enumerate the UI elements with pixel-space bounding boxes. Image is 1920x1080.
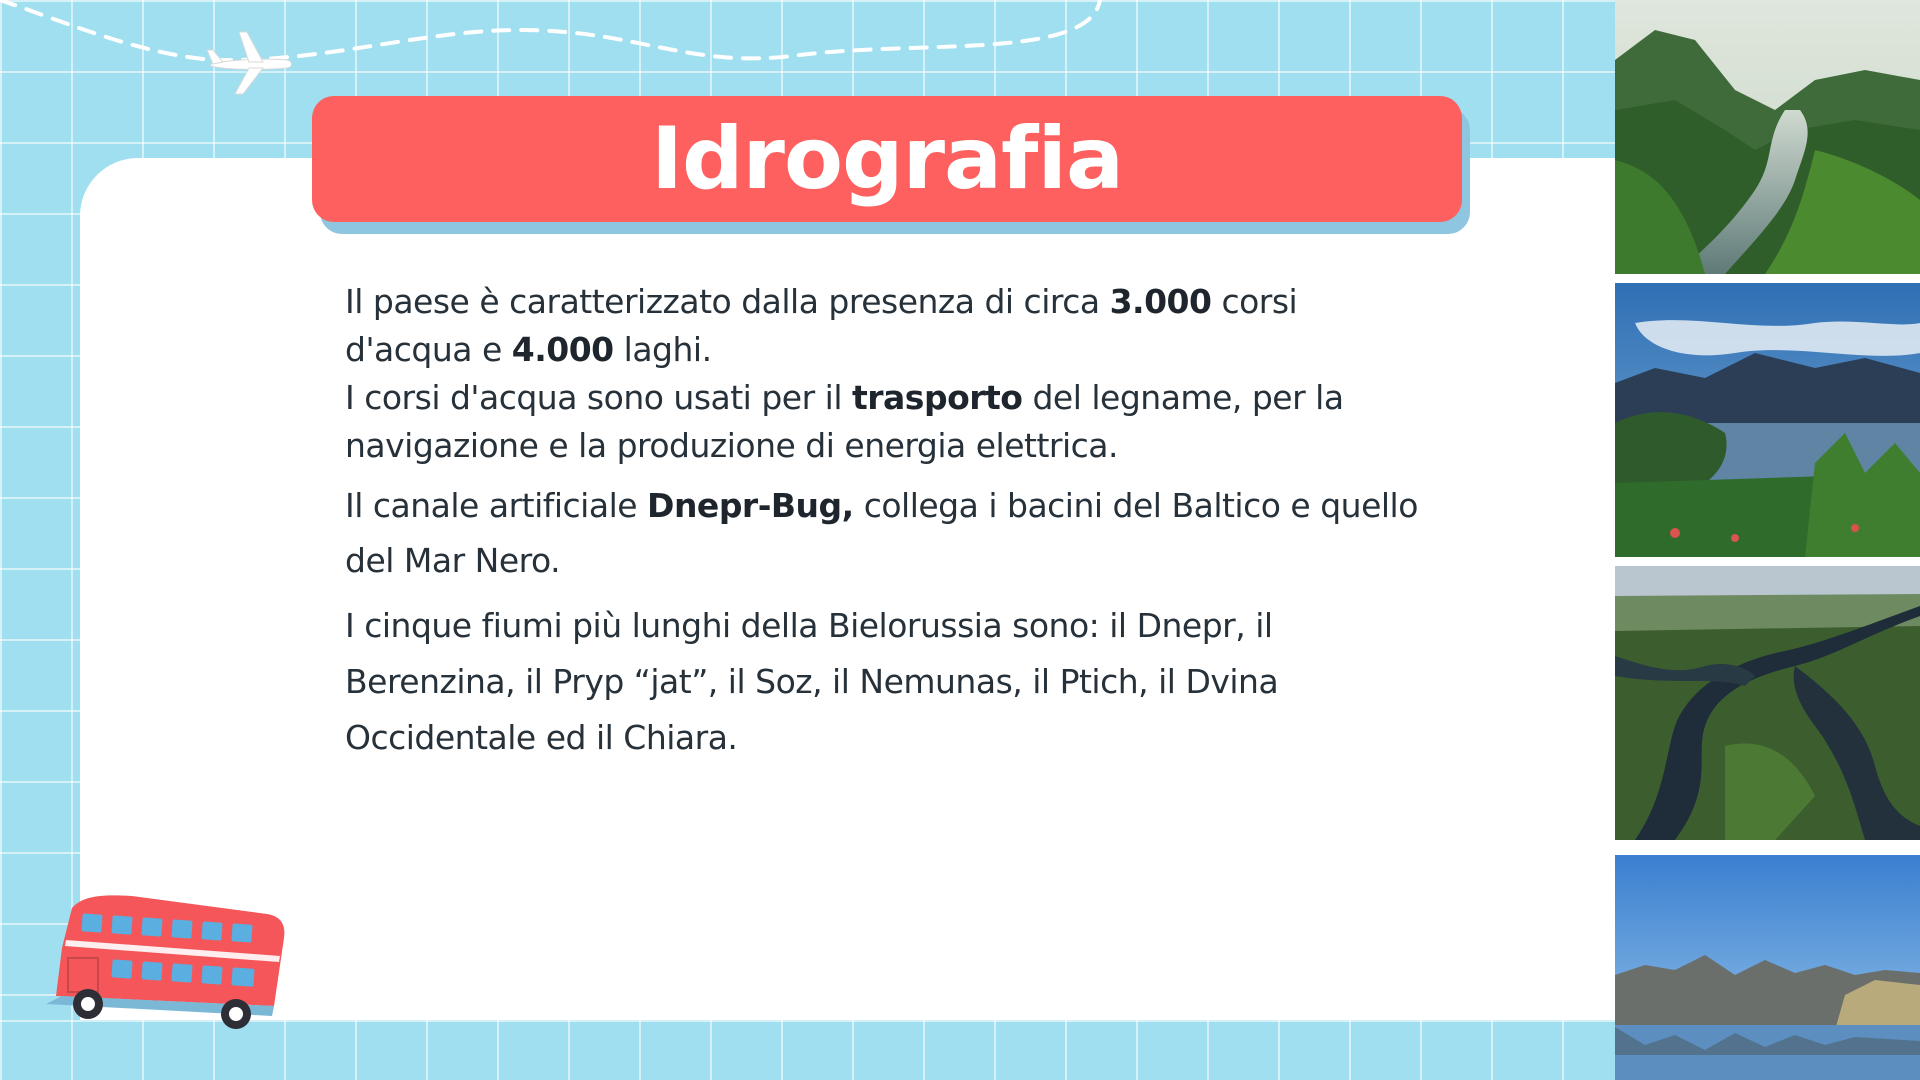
text-span: corsi d'acqua e: [345, 282, 1298, 369]
photo-mountain-lake: [1615, 283, 1920, 557]
text-span: I corsi d'acqua sono usati per il: [345, 378, 852, 417]
photo-river-valley: [1615, 0, 1920, 274]
text-span: collega i bacini del Baltico e quello del Mar Nero.: [345, 486, 1418, 580]
text-span: Il canale artificiale: [345, 486, 648, 525]
bold-lakes-count: 4.000: [511, 330, 614, 369]
bold-trasporto: trasporto: [851, 378, 1023, 417]
text-span: Il paese è caratterizzato dalla presenza di circa: [345, 282, 1110, 321]
text-span: laghi.: [613, 330, 712, 369]
photo-river-delta: [1615, 566, 1920, 840]
text-span: del legname, per la navigazione e la produzione di energia elettrica.: [345, 378, 1344, 465]
body-text: [345, 278, 1420, 766]
text-span: I cinque fiumi più lunghi della Bielorussia sono: il Dnepr, il Berenzina, il Pryp “jat”, il Soz, il Nemunas, il Ptich, il Dvina Occidentale ed il Chiara.: [345, 606, 1279, 757]
page-title: Idrografia: [651, 109, 1123, 209]
bold-rivers-count: 3.000: [1109, 282, 1212, 321]
airplane-icon: [205, 28, 295, 98]
paragraph-longest-rivers: [345, 598, 1420, 766]
photo-alpine-lake: [1615, 855, 1920, 1080]
flight-path: [0, 0, 1120, 110]
bold-canal-name: Dnepr-Bug,: [647, 486, 854, 525]
photo-column: [1615, 0, 1920, 1080]
paragraph-canal: [345, 478, 1420, 588]
double-decker-bus-icon: [42, 888, 292, 1038]
title-banner: [312, 96, 1462, 222]
paragraph-lakes-rivers: [345, 278, 1420, 470]
